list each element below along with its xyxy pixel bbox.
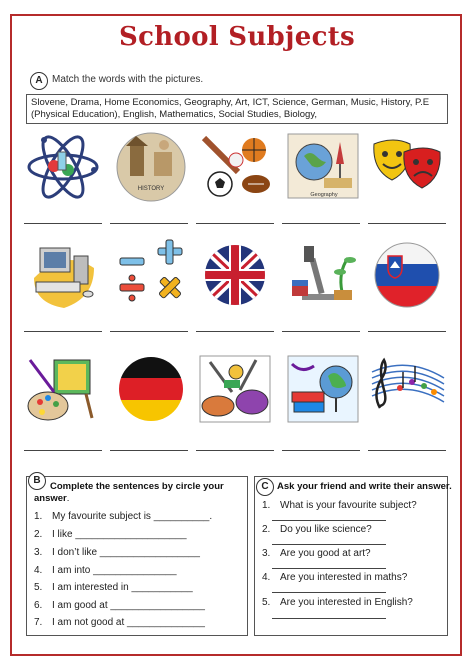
- section-c-heading: Ask your friend and write their answer.: [277, 481, 452, 492]
- answer-line[interactable]: [110, 331, 188, 332]
- answer-line[interactable]: [282, 223, 360, 224]
- section-c-badge: C: [256, 478, 274, 496]
- list-item: 4. I am into _______________: [34, 565, 177, 576]
- ict-computer-picture: [24, 238, 102, 312]
- section-b-heading: [34, 481, 244, 505]
- german-flag-picture: [112, 352, 190, 426]
- section-a-badge: A: [30, 72, 48, 90]
- list-item: 1. My favourite subject is __________.: [34, 511, 213, 522]
- answer-line[interactable]: [272, 520, 386, 521]
- answer-line[interactable]: [368, 450, 446, 451]
- list-item: 5. Are you interested in English?: [262, 597, 413, 608]
- slovene-flag-picture: [368, 238, 446, 312]
- answer-line[interactable]: [196, 331, 274, 332]
- section-b-badge: B: [28, 472, 46, 490]
- answer-line[interactable]: [24, 331, 102, 332]
- home-economics-picture: [196, 352, 274, 426]
- answer-line[interactable]: [196, 450, 274, 451]
- section-a-instruction: Match the words with the pictures.: [52, 74, 204, 85]
- word-bank: Slovene, Drama, Home Economics, Geography, Art, ICT, Science, German, Music, History, P.E (Physical Education), English, Mathematics, Social Studies, Biology,: [26, 94, 448, 124]
- social-studies-picture: [284, 352, 362, 426]
- english-uk-flag-picture: [196, 238, 274, 312]
- answer-line[interactable]: [24, 450, 102, 451]
- science-atom-picture: [24, 130, 102, 204]
- list-item: 3. I don’t like __________________: [34, 547, 200, 558]
- answer-line[interactable]: [110, 223, 188, 224]
- list-item: 4. Are you interested in maths?: [262, 572, 408, 583]
- geography-caption: Geography: [310, 192, 338, 198]
- list-item: 7. I am not good at ______________: [34, 617, 205, 628]
- history-picture: [112, 130, 190, 204]
- art-palette-picture: [24, 352, 102, 426]
- answer-line[interactable]: [272, 592, 386, 593]
- list-item: 2. I like ____________________: [34, 529, 187, 540]
- page-title: School Subjects: [119, 22, 355, 52]
- answer-line[interactable]: [272, 618, 386, 619]
- answer-line[interactable]: [24, 223, 102, 224]
- answer-line[interactable]: [282, 450, 360, 451]
- answer-line[interactable]: [272, 544, 386, 545]
- answer-line[interactable]: [368, 331, 446, 332]
- answer-line[interactable]: [110, 450, 188, 451]
- answer-line[interactable]: [368, 223, 446, 224]
- mathematics-symbols-picture: [112, 238, 190, 312]
- section-b-heading-main: Complete the sentences by circle your: [50, 481, 224, 492]
- answer-line[interactable]: [282, 331, 360, 332]
- list-item: 2. Do you like science?: [262, 524, 372, 535]
- biology-microscope-picture: [284, 238, 362, 312]
- section-b-heading-period: .: [66, 493, 70, 504]
- music-notes-picture: [368, 352, 446, 426]
- section-b-heading-tail: answer: [34, 493, 67, 504]
- answer-line[interactable]: [196, 223, 274, 224]
- list-item: 1. What is your favourite subject?: [262, 500, 417, 511]
- list-item: 3. Are you good at art?: [262, 548, 371, 559]
- geography-picture: [284, 130, 362, 204]
- list-item: 5. I am interested in ___________: [34, 582, 193, 593]
- pe-sports-balls-picture: [196, 130, 274, 204]
- drama-masks-picture: [368, 130, 446, 204]
- answer-line[interactable]: [272, 568, 386, 569]
- history-caption: HISTORY: [137, 186, 165, 192]
- list-item: 6. I am good at _________________: [34, 600, 205, 611]
